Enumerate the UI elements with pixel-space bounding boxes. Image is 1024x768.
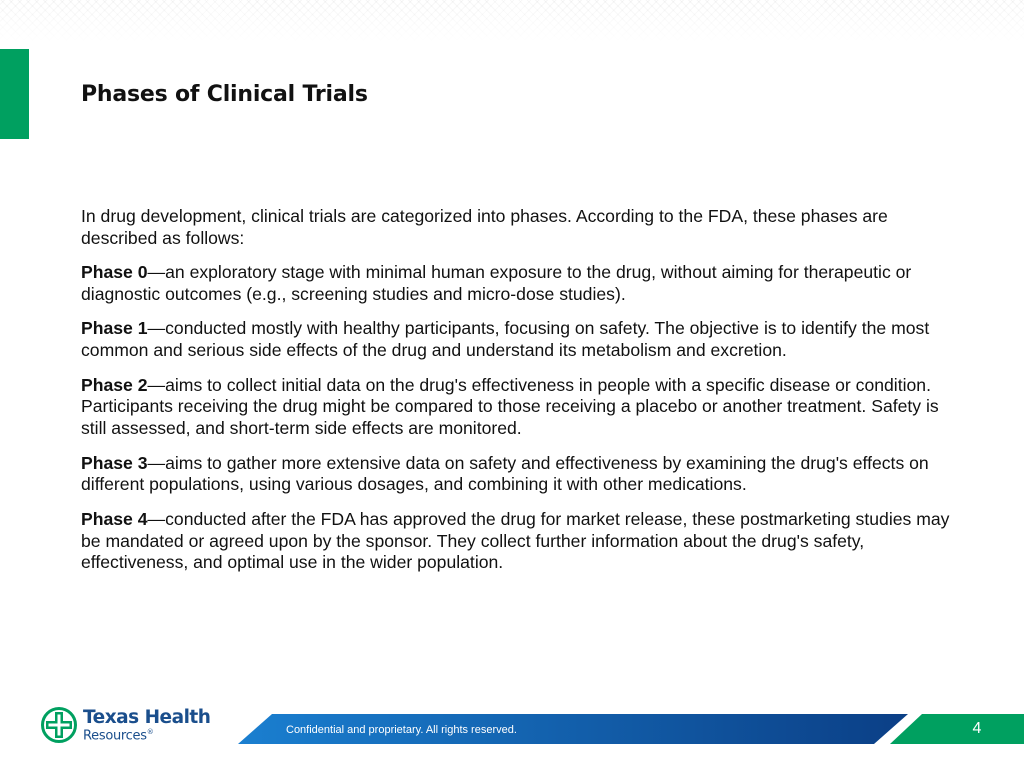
phase-2-label: Phase 2 [81,374,148,395]
page-number: 4 [972,720,982,737]
cross-emblem-icon [41,707,77,743]
phase-1-text: —conducted mostly with healthy participants, focusing on safety. The objective is to identify the most common and serious side effects of the drug and understand its metabolism and excretion. [81,318,930,361]
registered-mark: ® [146,728,154,736]
phase-3-text: —aims to gather more extensive data on safety and effectiveness by examining the drug's effects on different populations, using various dosages, and combining it with other medications. [81,452,929,495]
logo-name-line1: Texas Health [83,707,211,728]
logo-name-line2 [83,728,153,743]
phase-4-paragraph [81,509,951,574]
slide-body [81,206,951,587]
phase-4-label: Phase 4 [81,508,148,529]
title-accent-bar [0,49,29,139]
intro-paragraph: In drug development, clinical trials are categorized into phases. According to the FDA, these phases are described as follows: [81,206,888,248]
page-number-tab [890,714,1024,744]
phase-2-text: —aims to collect initial data on the drug's effectiveness in people with a specific disease or condition. Participants receiving the drug might be compared to those receiving a placebo or another treatment. Safety is still assessed, and short-term side effects are monitored. [81,374,939,439]
phase-0-label: Phase 0 [81,262,148,283]
phase-2-paragraph [81,375,951,440]
confidential-notice: Confidential and proprietary. All rights reserved. [286,724,517,736]
phase-4-text: —conducted after the FDA has approved the drug for market release, these postmarketing studies may be mandated or agreed upon by the sponsor. They collect further information about the drug's safety, effectiveness, and optimal use in the wider population. [81,508,950,573]
phase-0-text: —an exploratory stage with minimal human exposure to the drug, without aiming for therapeutic or diagnostic outcomes (e.g., screening studies and micro-dose studies). [81,262,912,304]
phase-3-label: Phase 3 [81,452,148,473]
phase-1-paragraph [81,318,951,362]
phase-3-paragraph [81,453,951,497]
slide-title: Phases of Clinical Trials [81,82,368,107]
phase-1-label: Phase 1 [81,318,148,339]
header-texture [0,0,1024,42]
texas-health-logo [41,707,221,747]
logo-resources-text: Resources [83,728,147,744]
phase-0-paragraph [81,262,951,306]
